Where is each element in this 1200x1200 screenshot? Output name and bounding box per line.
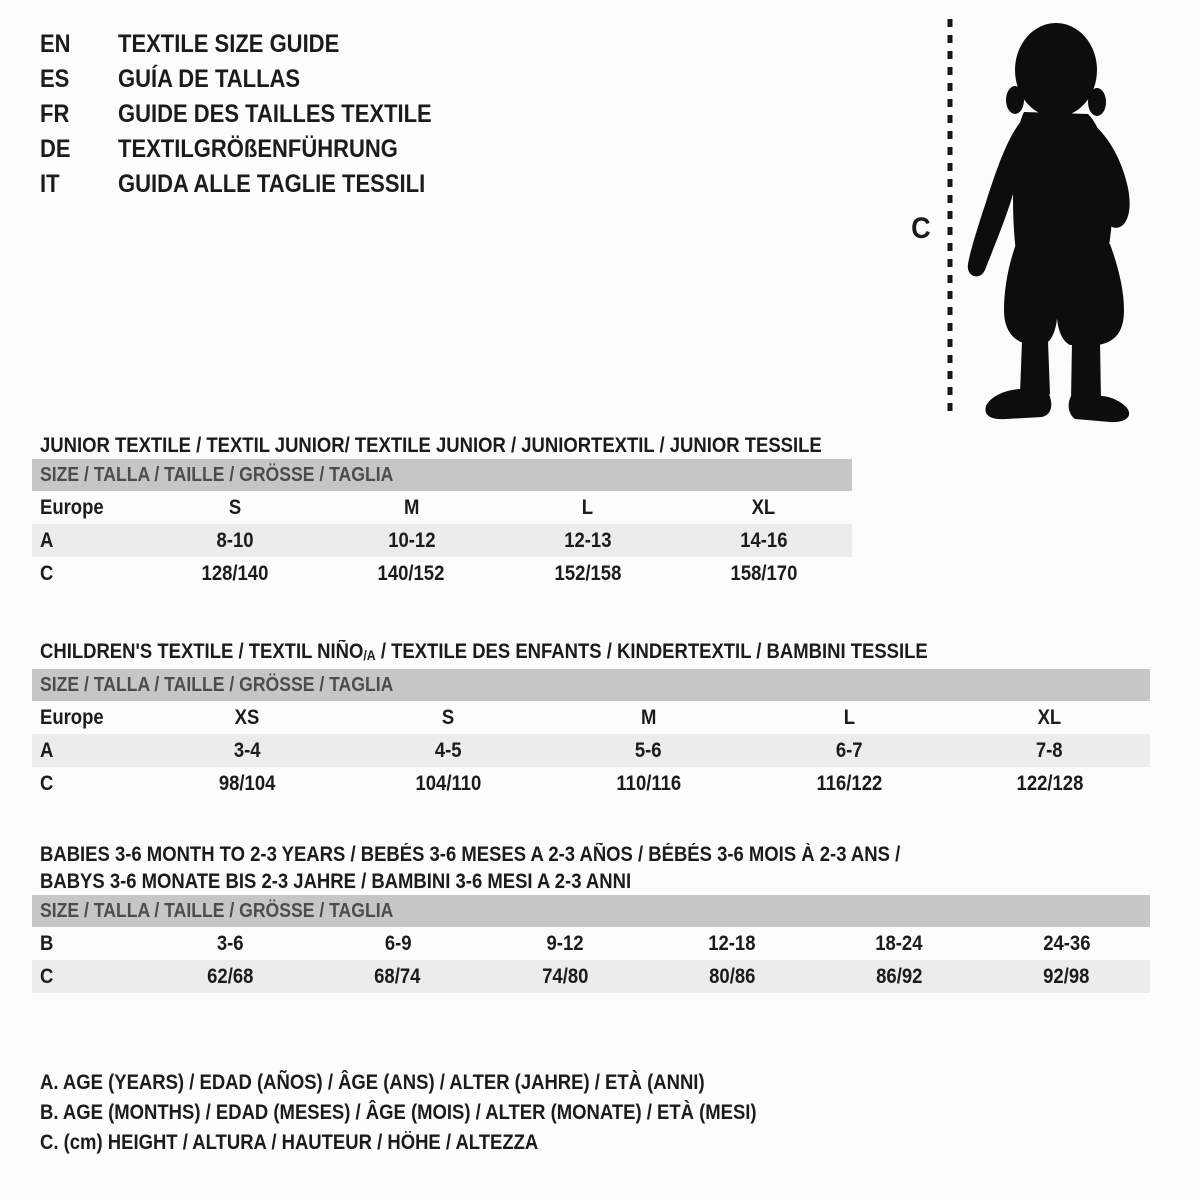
section-title-text bbox=[40, 841, 900, 868]
table-cell bbox=[147, 734, 348, 767]
language-code bbox=[40, 27, 118, 62]
table-cell-text: 140/152 bbox=[377, 562, 445, 585]
table-cell bbox=[749, 767, 950, 800]
language-label bbox=[118, 97, 475, 132]
table-cell bbox=[676, 524, 852, 557]
table-cell-text: 18-24 bbox=[875, 932, 923, 955]
section-title-segment: BABIES 3-6 MONTH TO 2-3 YEARS / BEBÉS 3-6 MESES A 2-3 AÑOS / BÉBÉS 3-6 MOIS À 2-3 ANS / bbox=[40, 843, 901, 866]
table-cell-text: S bbox=[441, 706, 455, 729]
table-row-b bbox=[32, 927, 1150, 960]
row-label-text: C bbox=[40, 772, 54, 795]
size-table-header bbox=[32, 895, 1150, 927]
table-cell-text: 12-13 bbox=[563, 529, 612, 552]
table-row-a bbox=[32, 734, 1150, 767]
language-row-en bbox=[40, 27, 475, 62]
section-babies bbox=[32, 841, 1150, 993]
section-title-text bbox=[40, 638, 928, 669]
size-table-header-text: SIZE / TALLA / TAILLE / GRÖSSE / TAGLIA bbox=[40, 900, 394, 922]
language-label bbox=[118, 27, 369, 62]
language-label bbox=[118, 167, 467, 202]
row-label bbox=[32, 767, 147, 800]
table-cell bbox=[983, 960, 1150, 993]
table-cell bbox=[147, 491, 323, 524]
language-row-de bbox=[40, 132, 475, 167]
row-label bbox=[32, 701, 147, 734]
table-cell bbox=[147, 557, 323, 590]
table-cell bbox=[816, 960, 983, 993]
language-row-fr bbox=[40, 97, 475, 132]
language-code-text: DE bbox=[40, 135, 71, 163]
table-cell bbox=[348, 734, 549, 767]
language-code-text: ES bbox=[40, 65, 70, 93]
legend-line-text: A. AGE (YEARS) / EDAD (AÑOS) / ÂGE (ANS) / ALTER (JAHRE) / ETÀ (ANNI) bbox=[40, 1071, 705, 1094]
language-label bbox=[118, 62, 325, 97]
table-cell bbox=[749, 701, 950, 734]
size-table-junior bbox=[32, 459, 852, 590]
table-cell-text: L bbox=[581, 496, 594, 519]
section-title-segment: CHILDREN'S TEXTILE / TEXTIL NIÑO bbox=[40, 640, 364, 663]
table-cell bbox=[314, 927, 481, 960]
table-row-c bbox=[32, 960, 1150, 993]
table-cell-text: 68/74 bbox=[374, 965, 421, 988]
table-cell-text: 86/92 bbox=[876, 965, 923, 988]
size-table-children bbox=[32, 669, 1150, 800]
table-cell-text: S bbox=[228, 496, 242, 519]
section-children bbox=[32, 638, 1150, 800]
table-cell-text: 116/122 bbox=[816, 772, 882, 795]
height-measure-label: C bbox=[911, 212, 931, 245]
legend-line-b bbox=[40, 1098, 854, 1128]
table-cell-text: 4-5 bbox=[434, 739, 462, 762]
language-code-text: EN bbox=[40, 30, 71, 58]
table-cell bbox=[481, 927, 648, 960]
section-title bbox=[32, 841, 1150, 868]
table-cell-text: XS bbox=[234, 706, 260, 729]
table-cell-text: 6-9 bbox=[384, 932, 412, 955]
language-list bbox=[40, 27, 475, 202]
table-cell-text: M bbox=[403, 496, 420, 519]
table-cell bbox=[147, 767, 348, 800]
table-cell bbox=[348, 767, 549, 800]
language-label-text: GUIDA ALLE TAGLIE TESSILI bbox=[118, 170, 426, 198]
table-cell-text: 6-7 bbox=[835, 739, 863, 762]
language-code bbox=[40, 167, 118, 202]
table-row-europe bbox=[32, 491, 852, 524]
table-cell bbox=[983, 927, 1150, 960]
table-cell bbox=[147, 701, 348, 734]
table-cell bbox=[147, 927, 314, 960]
row-label-text: B bbox=[40, 932, 54, 955]
table-cell-text: 62/68 bbox=[207, 965, 254, 988]
table-cell-text: XL bbox=[1037, 706, 1062, 729]
table-cell bbox=[649, 927, 816, 960]
language-code bbox=[40, 97, 118, 132]
table-cell bbox=[749, 734, 950, 767]
table-cell bbox=[500, 557, 676, 590]
legend bbox=[40, 1068, 854, 1158]
language-label-text: GUIDE DES TAILLES TEXTILE bbox=[118, 100, 432, 128]
row-label bbox=[32, 960, 147, 993]
row-label bbox=[32, 557, 147, 590]
table-cell-text: M bbox=[640, 706, 657, 729]
row-label bbox=[32, 491, 147, 524]
table-row-c bbox=[32, 557, 852, 590]
table-cell-text: 128/140 bbox=[201, 562, 269, 585]
table-cell bbox=[500, 524, 676, 557]
table-row-europe bbox=[32, 701, 1150, 734]
table-cell bbox=[147, 524, 323, 557]
section-title-segment: JUNIOR TEXTILE / TEXTIL JUNIOR/ TEXTILE JUNIOR / JUNIORTEXTIL / JUNIOR TESSILE bbox=[40, 434, 822, 457]
table-cell-text: 80/86 bbox=[708, 965, 756, 988]
table-cell-text: 110/116 bbox=[616, 772, 681, 795]
table-cell bbox=[949, 701, 1150, 734]
table-cell bbox=[314, 960, 481, 993]
language-code bbox=[40, 62, 118, 97]
row-label bbox=[32, 524, 147, 557]
row-label-text: Europe bbox=[40, 496, 104, 519]
language-code-text: IT bbox=[40, 170, 60, 198]
table-cell-text: XL bbox=[752, 496, 776, 519]
table-cell-text: 104/110 bbox=[414, 772, 481, 795]
table-cell-text: 158/170 bbox=[730, 562, 798, 585]
table-cell-text: 14-16 bbox=[740, 529, 788, 552]
legend-line-c bbox=[40, 1128, 854, 1158]
height-dashed-line bbox=[944, 16, 956, 422]
language-row-es bbox=[40, 62, 475, 97]
table-cell bbox=[548, 767, 749, 800]
language-label-text: TEXTILGRÖßENFÜHRUNG bbox=[118, 135, 398, 163]
table-cell-text: 98/104 bbox=[219, 772, 276, 795]
language-code-text: FR bbox=[40, 100, 70, 128]
size-table-header bbox=[32, 459, 852, 491]
section-title bbox=[32, 868, 1150, 895]
table-cell bbox=[649, 960, 816, 993]
table-cell bbox=[323, 524, 499, 557]
table-cell-text: 92/98 bbox=[1043, 965, 1090, 988]
size-table-header bbox=[32, 669, 1150, 701]
language-code bbox=[40, 132, 118, 167]
language-label bbox=[118, 132, 436, 167]
section-title-segment: / TEXTILE DES ENFANTS / KINDERTEXTIL / BAMBINI TESSILE bbox=[375, 640, 928, 663]
table-row-c bbox=[32, 767, 1150, 800]
table-cell bbox=[676, 557, 852, 590]
legend-line-text: C. (cm) HEIGHT / ALTURA / HAUTEUR / HÖHE / ALTEZZA bbox=[40, 1131, 539, 1154]
section-title bbox=[32, 638, 1150, 669]
table-cell bbox=[500, 491, 676, 524]
section-title-text bbox=[40, 868, 631, 895]
section-title-segment: BABYS 3-6 MONATE BIS 2-3 JAHRE / BAMBINI 3-6 MESI A 2-3 ANNI bbox=[40, 870, 632, 893]
table-cell bbox=[323, 491, 499, 524]
table-cell-text: 74/80 bbox=[541, 965, 589, 988]
row-label-text: A bbox=[40, 739, 54, 762]
table-cell bbox=[548, 701, 749, 734]
row-label bbox=[32, 734, 147, 767]
legend-line-text: B. AGE (MONTHS) / EDAD (MESES) / ÂGE (MOIS) / ALTER (MONATE) / ETÀ (MESI) bbox=[40, 1101, 757, 1124]
table-cell-text: L bbox=[843, 706, 855, 729]
size-table-header-text: SIZE / TALLA / TAILLE / GRÖSSE / TAGLIA bbox=[40, 464, 394, 486]
language-row-it bbox=[40, 167, 475, 202]
table-row-a bbox=[32, 524, 852, 557]
size-table-babies bbox=[32, 895, 1150, 993]
baby-silhouette-icon bbox=[958, 14, 1136, 426]
size-table-header-text: SIZE / TALLA / TAILLE / GRÖSSE / TAGLIA bbox=[40, 674, 394, 696]
table-cell-text: 9-12 bbox=[546, 932, 584, 955]
table-cell-text: 3-6 bbox=[217, 932, 244, 955]
table-cell bbox=[323, 557, 499, 590]
table-cell bbox=[949, 767, 1150, 800]
table-cell-text: 152/158 bbox=[554, 562, 622, 585]
table-cell-text: 3-4 bbox=[233, 739, 261, 762]
row-label-text: C bbox=[40, 965, 54, 988]
table-cell-text: 10-12 bbox=[387, 529, 436, 552]
language-label-text: GUÍA DE TALLAS bbox=[118, 65, 301, 93]
table-cell-text: 12-18 bbox=[708, 932, 756, 955]
table-cell bbox=[481, 960, 648, 993]
language-label-text: TEXTILE SIZE GUIDE bbox=[118, 30, 340, 58]
row-label-text: C bbox=[40, 562, 54, 585]
legend-line-a bbox=[40, 1068, 854, 1098]
section-junior bbox=[32, 432, 852, 590]
table-cell bbox=[676, 491, 852, 524]
row-label-text: A bbox=[40, 529, 54, 552]
section-title-subscript: /A bbox=[363, 647, 376, 663]
baby-figure bbox=[900, 0, 1200, 440]
section-title bbox=[32, 432, 852, 459]
row-label-text: Europe bbox=[40, 706, 104, 729]
table-cell-text: 122/128 bbox=[1016, 772, 1084, 795]
section-title-text bbox=[40, 432, 822, 459]
table-cell-text: 8-10 bbox=[216, 529, 254, 552]
table-cell-text: 24-36 bbox=[1042, 932, 1091, 955]
table-cell bbox=[816, 927, 983, 960]
table-cell bbox=[548, 734, 749, 767]
table-cell bbox=[147, 960, 314, 993]
table-cell bbox=[949, 734, 1150, 767]
table-cell-text: 7-8 bbox=[1036, 739, 1064, 762]
table-cell bbox=[348, 701, 549, 734]
table-cell-text: 5-6 bbox=[635, 739, 662, 762]
row-label bbox=[32, 927, 147, 960]
